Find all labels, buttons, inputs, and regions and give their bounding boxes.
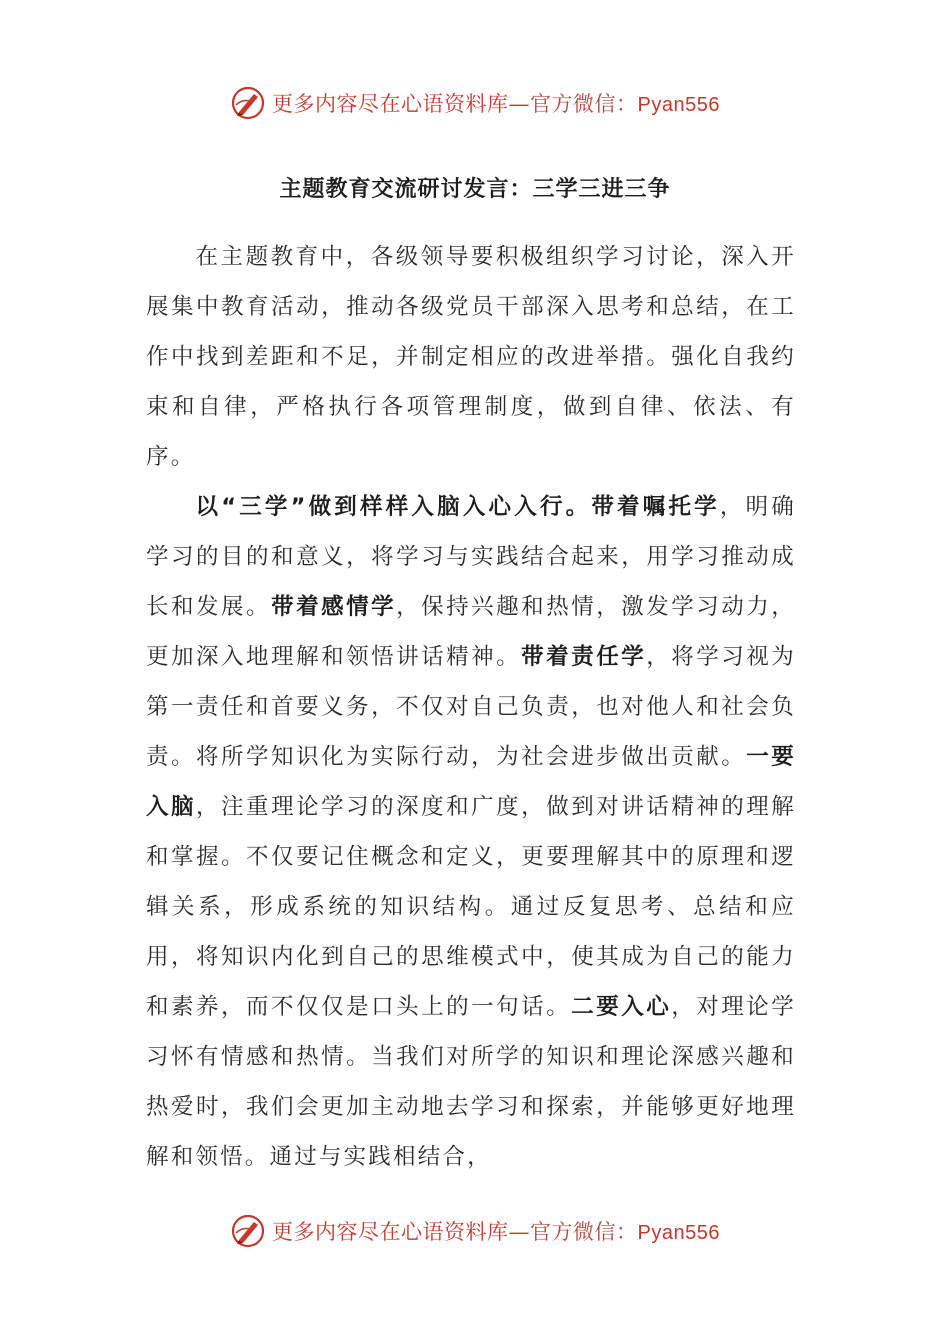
pen-logo-icon [230, 85, 266, 121]
banner-dash: — [508, 1220, 531, 1244]
document-body [146, 232, 796, 1182]
document-title: 主题教育交流研讨发言：三学三进三争 [279, 177, 671, 202]
banner-account: Pyan556 [637, 1222, 720, 1244]
pen-logo-icon [230, 1213, 266, 1249]
text-run: ，明确学习的目的和意义，将学习与实践结合起来，用学习推动成长和发展。 [146, 494, 797, 620]
banner-dash: — [508, 92, 531, 116]
bold-heading-run: 一要入脑 [146, 744, 796, 820]
header-watermark-banner [0, 78, 950, 128]
bold-heading-run: 以“三学”做到样样入脑入心入行。带着嘱托学 [195, 494, 720, 520]
footer-watermark-banner [0, 1206, 950, 1256]
text-run: ，注重理论学习的深度和广度，做到对讲话精神的理解和掌握。不仅要记住概念和定义，更要理解其中的原理和逻辑关系，形成系统的知识结构。通过反复思考、总结和应用，将知识内化到自己的思维模式中，使其成为自己的能力和素养，而不仅仅是口头上的一句话。 [146, 794, 796, 1020]
banner-site-name: 更多内容尽在心语资料库 [272, 92, 509, 116]
text-run: ，将学习视为第一责任和首要义务，不仅对自己负责，也对他人和社会负责。将所学知识化为实际行动，为社会进步做出贡献。 [146, 644, 796, 770]
body-paragraph [146, 482, 796, 1182]
text-run: ，对理论学习怀有情感和热情。当我们对所学的知识和理论深感兴趣和热爱时，我们会更加主动地去学习和探索，并能够更好地理解和领悟。通过与实践相结合， [146, 994, 796, 1170]
text-run: ，保持兴趣和热情，激发学习动力，更加深入地理解和领悟讲话精神。 [146, 594, 796, 670]
banner-text [272, 88, 720, 118]
banner-wechat-label: 官方微信： [530, 92, 638, 116]
banner-site-name: 更多内容尽在心语资料库 [272, 1220, 509, 1244]
body-paragraph [146, 232, 796, 482]
bold-heading-run: 带着责任学 [521, 644, 647, 670]
banner-account: Pyan556 [637, 94, 720, 116]
text-run: 在主题教育中，各级领导要积极组织学习讨论，深入开展集中教育活动，推动各级党员干部深入思考和总结，在工作中找到差距和不足，并制定相应的改进举措。强化自我约束和自律，严格执行各项管理制度，做到自律、依法、有序。 [146, 244, 796, 470]
bold-heading-run: 带着感情学 [271, 594, 397, 620]
banner-text [272, 1216, 720, 1246]
banner-wechat-label: 官方微信： [530, 1220, 638, 1244]
bold-heading-run: 二要入心 [571, 994, 672, 1020]
